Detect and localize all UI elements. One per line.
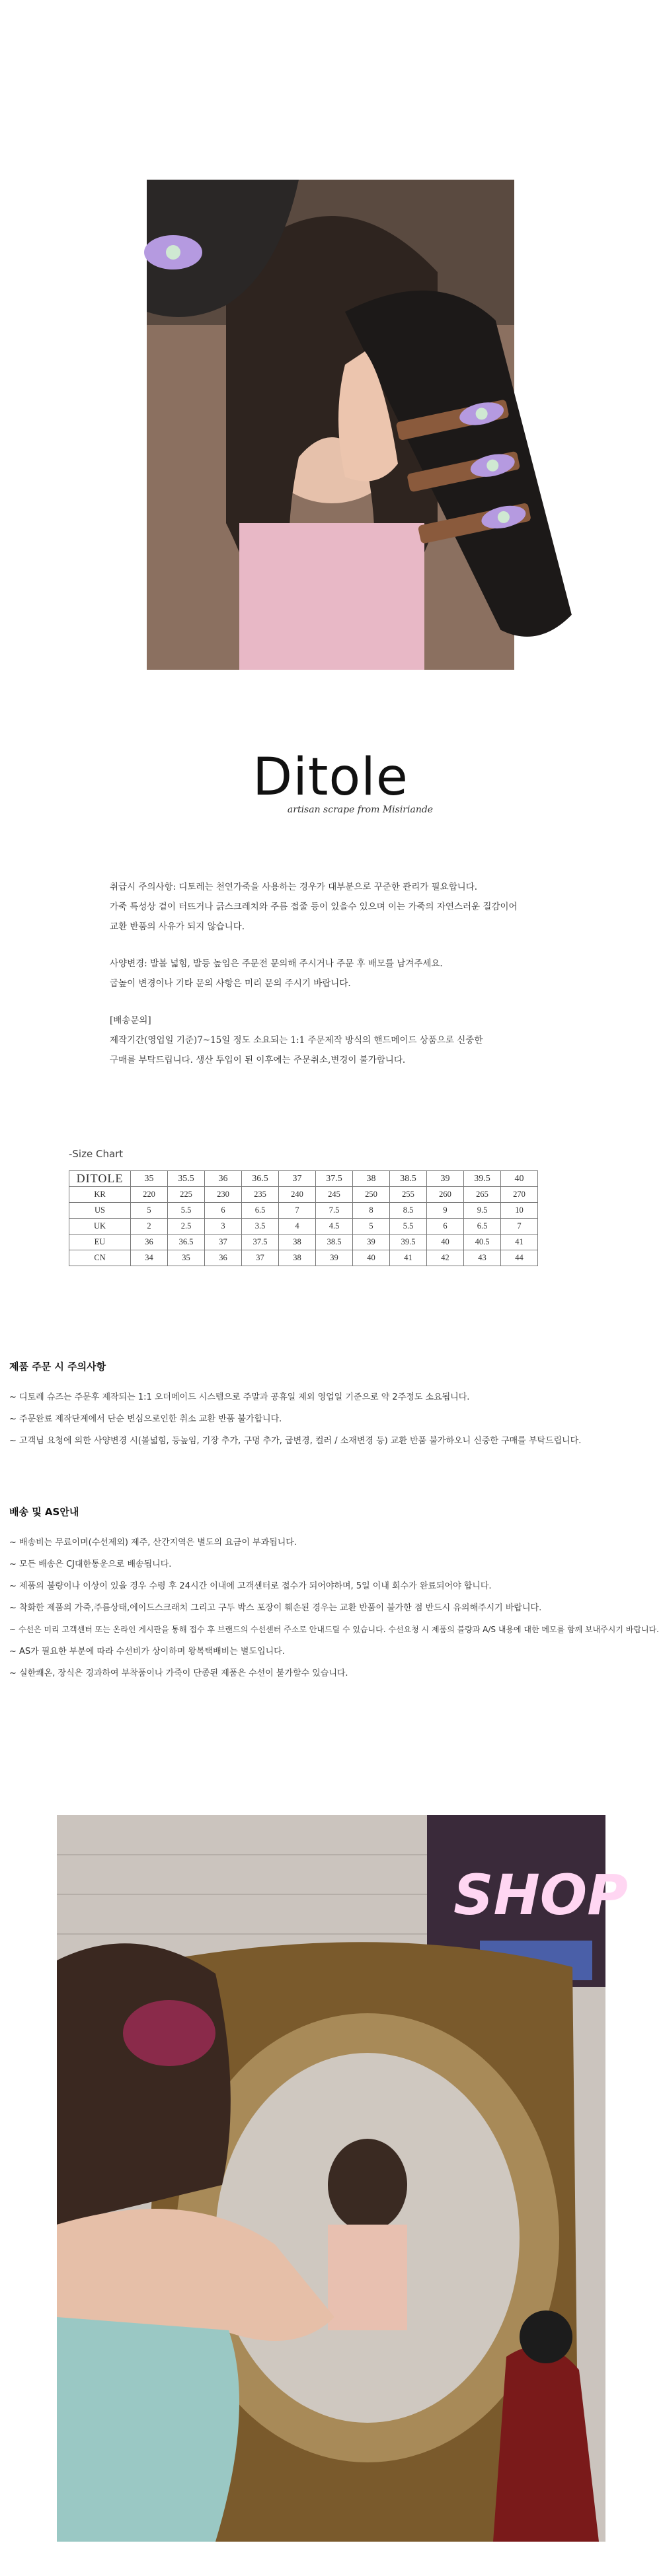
size-cell: 35 bbox=[168, 1250, 205, 1266]
size-cell: 39 bbox=[427, 1171, 464, 1187]
size-cell: 260 bbox=[427, 1187, 464, 1203]
size-cell: 2.5 bbox=[168, 1219, 205, 1234]
size-cell: 43 bbox=[464, 1250, 501, 1266]
size-cell: 8 bbox=[353, 1203, 390, 1219]
size-cell: 39.5 bbox=[390, 1234, 427, 1250]
size-cell: UK bbox=[69, 1219, 131, 1234]
size-cell: 40 bbox=[427, 1234, 464, 1250]
shop-neon-sign: SHOP bbox=[453, 1863, 628, 1927]
size-cell: 38.5 bbox=[390, 1171, 427, 1187]
size-cell: 38.5 bbox=[316, 1234, 353, 1250]
size-cell: 6.5 bbox=[242, 1203, 279, 1219]
order-notice-item: ~ 주문완료 제작단계에서 단순 변심으로인한 취소 교환 반품 불가합니다. bbox=[9, 1414, 282, 1424]
shipping-note-line: 구매를 부탁드립니다. 생산 투입이 된 이후에는 주문취소,변경이 불가합니다. bbox=[110, 1055, 406, 1065]
size-cell: 240 bbox=[279, 1187, 316, 1203]
shipping-as-item: ~ 착화한 제품의 가죽,주름상태,에이드스크래치 그리고 구두 박스 포장이 훼손된 경우는 교환 반품이 불가한 점 반드시 유의해주시기 바랍니다. bbox=[9, 1603, 542, 1613]
size-chart-row-cn bbox=[69, 1250, 538, 1266]
size-cell: 225 bbox=[168, 1187, 205, 1203]
size-cell: US bbox=[69, 1203, 131, 1219]
request-note-line: 사양변경: 발볼 넓힘, 발등 높임은 주문전 문의해 주시거나 주문 후 배모를 남겨주세요. bbox=[110, 958, 443, 969]
size-chart-header-row bbox=[69, 1171, 538, 1187]
size-cell: 7.5 bbox=[316, 1203, 353, 1219]
size-cell: 37 bbox=[279, 1171, 316, 1187]
size-cell: 44 bbox=[501, 1250, 538, 1266]
order-notice-title: 제품 주문 시 주의사항 bbox=[9, 1361, 106, 1373]
size-chart-row-eu bbox=[69, 1234, 538, 1250]
size-cell: 38 bbox=[279, 1250, 316, 1266]
shipping-as-item: ~ 제품의 불량이나 이상이 있을 경우 수령 후 24시간 이내에 고객센터로 접수가 되어야하며, 5일 이내 회수가 완료되어야 합니다. bbox=[9, 1581, 492, 1591]
size-cell: 37.5 bbox=[316, 1171, 353, 1187]
shipping-as-item: ~ 수선은 미리 고객센터 또는 온라인 게시판을 통해 접수 후 브랜드의 수선센터 주소로 안내드릴 수 있습니다. 수선요청 시 제품의 불량과 A/S 내용에 대한 메모를 함께 보내주시기 바랍니다. bbox=[9, 1625, 659, 1634]
order-notice-section bbox=[9, 1359, 650, 1452]
mirror-photo bbox=[57, 1815, 628, 2542]
care-note-line: 취급시 주의사항: 디토레는 천연가죽을 사용하는 경우가 대부분으로 꾸준한 관리가 필요합니다. bbox=[110, 882, 478, 892]
size-cell: 9 bbox=[427, 1203, 464, 1219]
size-cell: 5 bbox=[353, 1219, 390, 1234]
size-cell: 40 bbox=[353, 1250, 390, 1266]
shipping-as-item: ~ 배송비는 무료이며(수선제외) 제주, 산간지역은 별도의 요금이 부과됩니다. bbox=[9, 1538, 297, 1548]
size-cell: CN bbox=[69, 1250, 131, 1266]
size-cell: 36.5 bbox=[242, 1171, 279, 1187]
size-cell: 250 bbox=[353, 1187, 390, 1203]
size-cell: 5 bbox=[131, 1203, 168, 1219]
size-cell: 38 bbox=[353, 1171, 390, 1187]
shipping-as-section bbox=[9, 1505, 659, 1684]
brand-tagline: artisan scrape from Misiriande bbox=[287, 805, 434, 815]
order-notice-item: ~ 디토레 슈즈는 주문후 제작되는 1:1 오더메이드 시스템으로 주말과 공휴일 제외 영업일 기준으로 약 2주정도 소요됩니다. bbox=[9, 1392, 470, 1402]
size-cell: EU bbox=[69, 1234, 131, 1250]
size-cell: 6.5 bbox=[464, 1219, 501, 1234]
size-cell: 37 bbox=[242, 1250, 279, 1266]
care-note bbox=[110, 877, 572, 937]
size-cell: 255 bbox=[390, 1187, 427, 1203]
size-cell: 9.5 bbox=[464, 1203, 501, 1219]
size-cell: 6 bbox=[205, 1203, 242, 1219]
size-cell: 42 bbox=[427, 1250, 464, 1266]
size-cell: 265 bbox=[464, 1187, 501, 1203]
size-cell: 39 bbox=[316, 1250, 353, 1266]
size-cell: 37.5 bbox=[242, 1234, 279, 1250]
size-cell: 230 bbox=[205, 1187, 242, 1203]
size-cell: 40 bbox=[501, 1171, 538, 1187]
size-cell: 34 bbox=[131, 1250, 168, 1266]
care-note-line: 교환 반품의 사유가 되지 않습니다. bbox=[110, 921, 245, 932]
size-cell: 36 bbox=[205, 1171, 242, 1187]
size-cell: 36 bbox=[131, 1234, 168, 1250]
size-cell: 3 bbox=[205, 1219, 242, 1234]
size-chart-row-uk bbox=[69, 1219, 538, 1234]
size-cell: 5.5 bbox=[168, 1203, 205, 1219]
shipping-as-title: 배송 및 AS안내 bbox=[9, 1506, 79, 1518]
size-cell: 35.5 bbox=[168, 1171, 205, 1187]
size-cell: DITOLE bbox=[69, 1171, 131, 1187]
size-cell: 41 bbox=[390, 1250, 427, 1266]
brand-logo bbox=[0, 748, 661, 815]
product-notes bbox=[110, 877, 572, 1087]
size-chart-row-kr bbox=[69, 1187, 538, 1203]
order-notice-item: ~ 고객님 요청에 의한 사양변경 시(볼넓힘, 등높임, 기장 추가, 구멍 추가, 굽변경, 컬러 / 소재변경 등) 교환 반품 불가하오니 신중한 구매를 부탁드립니다. bbox=[9, 1436, 582, 1446]
care-note-line: 가죽 특성상 겉이 터뜨거나 긁스크레치와 주름 접줄 등이 있을수 있으며 이는 가죽의 자연스러운 질감이어 bbox=[110, 902, 518, 912]
hero-photo-illustration bbox=[147, 180, 514, 670]
shipping-note bbox=[110, 1011, 572, 1070]
size-cell: 36 bbox=[205, 1250, 242, 1266]
size-cell: 5.5 bbox=[390, 1219, 427, 1234]
size-chart-table bbox=[69, 1170, 538, 1266]
shipping-as-item: ~ AS가 필요한 부분에 따라 수선비가 상이하며 왕복택배비는 별도입니다. bbox=[9, 1647, 285, 1657]
size-cell: 8.5 bbox=[390, 1203, 427, 1219]
hero-photo bbox=[147, 180, 514, 670]
request-note bbox=[110, 954, 572, 993]
size-cell: 4.5 bbox=[316, 1219, 353, 1234]
size-chart-row-us bbox=[69, 1203, 538, 1219]
size-cell: 38 bbox=[279, 1234, 316, 1250]
shipping-note-line: 제작기간(영업일 기준)7~15일 정도 소요되는 1:1 주문제작 방식의 핸드메이드 상품으로 신중한 bbox=[110, 1035, 483, 1046]
size-cell: 235 bbox=[242, 1187, 279, 1203]
size-cell: 245 bbox=[316, 1187, 353, 1203]
size-cell: 39 bbox=[353, 1234, 390, 1250]
size-cell: 220 bbox=[131, 1187, 168, 1203]
size-cell: 7 bbox=[501, 1219, 538, 1234]
size-cell: 4 bbox=[279, 1219, 316, 1234]
shipping-as-item: ~ 실한쾌온, 장식은 경과하여 부착품이나 가죽이 단종된 제품은 수선이 불가할수 있습니다. bbox=[9, 1668, 348, 1678]
size-cell: 41 bbox=[501, 1234, 538, 1250]
shipping-note-line: [배송문의] bbox=[110, 1015, 151, 1026]
size-chart-title: -Size Chart bbox=[69, 1148, 124, 1160]
brand-name: Ditole bbox=[253, 748, 408, 807]
size-cell: 39.5 bbox=[464, 1171, 501, 1187]
size-cell: 6 bbox=[427, 1219, 464, 1234]
size-cell: 7 bbox=[279, 1203, 316, 1219]
size-cell: 40.5 bbox=[464, 1234, 501, 1250]
size-cell: 36.5 bbox=[168, 1234, 205, 1250]
size-cell: 37 bbox=[205, 1234, 242, 1250]
size-cell: 3.5 bbox=[242, 1219, 279, 1234]
mirror-photo-illustration bbox=[57, 1815, 628, 2542]
shipping-as-item: ~ 모든 배송은 CJ대한통운으로 배송됩니다. bbox=[9, 1559, 172, 1569]
size-cell: 2 bbox=[131, 1219, 168, 1234]
size-cell: 35 bbox=[131, 1171, 168, 1187]
size-cell: 270 bbox=[501, 1187, 538, 1203]
size-cell: KR bbox=[69, 1187, 131, 1203]
size-cell: 10 bbox=[501, 1203, 538, 1219]
request-note-line: 굽높이 변경이나 기타 문의 사항은 미리 문의 주시기 바랍니다. bbox=[110, 978, 351, 989]
